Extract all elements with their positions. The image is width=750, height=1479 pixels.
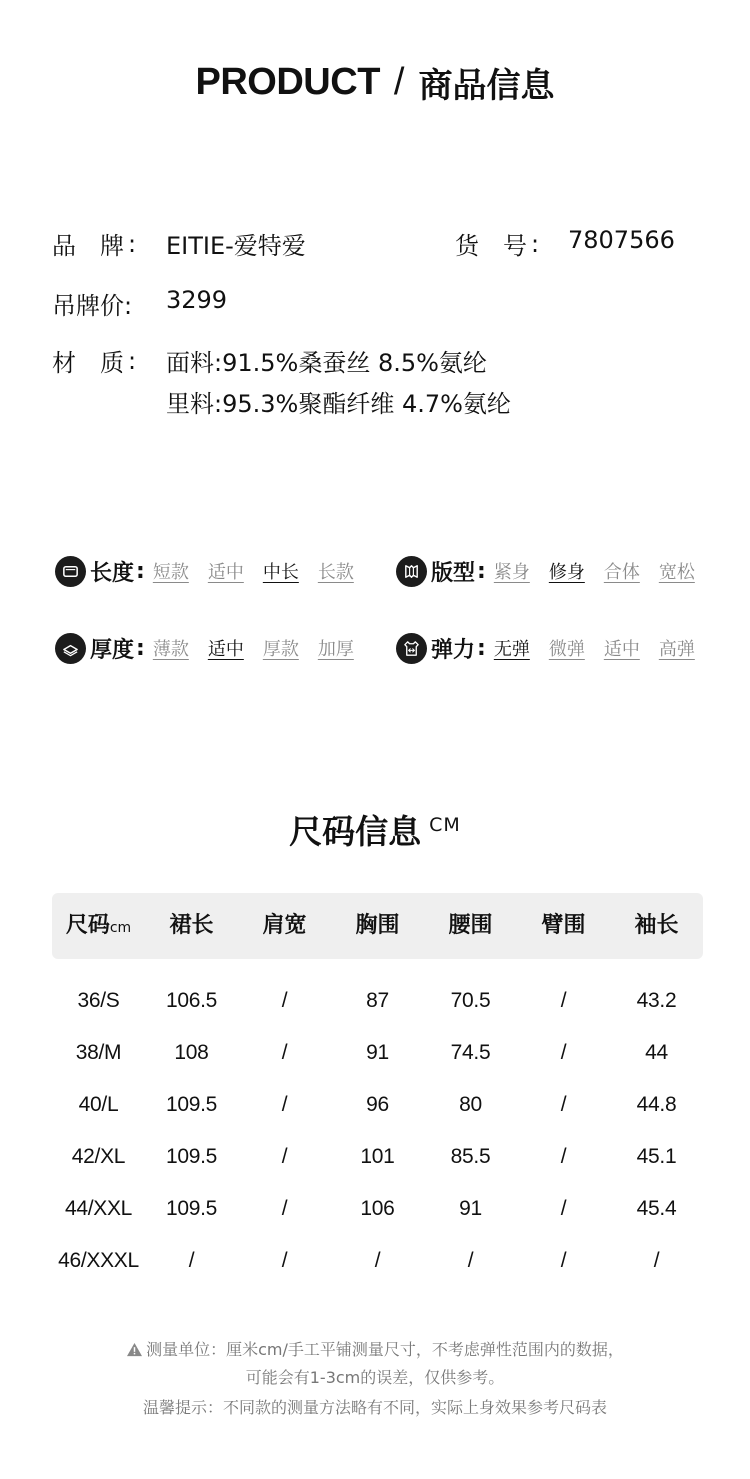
material-label xyxy=(52,343,136,378)
table-cell: 109.5 xyxy=(165,1093,218,1116)
brand-label xyxy=(52,226,136,261)
material-label-char-1: 材 xyxy=(52,349,76,377)
table-cell: 87 xyxy=(366,989,389,1012)
table-cell: / xyxy=(281,1145,288,1168)
header-waist: 腰围 xyxy=(448,913,493,938)
table-cell: 101 xyxy=(360,1145,395,1168)
size-title-unit: CM xyxy=(429,814,461,836)
table-cell: 38/M xyxy=(75,1041,122,1064)
attr-thickness xyxy=(55,631,354,665)
table-cell: / xyxy=(560,1093,567,1116)
sku-label-char-2: 号 xyxy=(503,232,527,260)
attr-thickness-colon: : xyxy=(136,635,145,661)
attr-length-options xyxy=(153,558,354,584)
table-cell: 96 xyxy=(366,1093,389,1116)
table-cell: 44/XXL xyxy=(64,1197,133,1220)
fabric-layers-icon xyxy=(55,633,86,664)
attr-elasticity-name: 弹力 xyxy=(431,637,476,663)
attr-length xyxy=(55,554,354,588)
body-fit-icon xyxy=(396,556,427,587)
page-header xyxy=(0,58,750,107)
table-cell: / xyxy=(560,989,567,1012)
price-colon: : xyxy=(124,292,133,320)
table-cell: / xyxy=(560,1041,567,1064)
brand-value: EITIE-爱特爱 xyxy=(166,232,306,260)
length-option-long: 长款 xyxy=(317,562,354,583)
table-cell: 85.5 xyxy=(450,1145,491,1168)
table-cell: 106 xyxy=(360,1197,395,1220)
table-cell: 74.5 xyxy=(450,1041,491,1064)
table-cell: / xyxy=(188,1249,195,1272)
header-title-cn: 商品信息 xyxy=(418,66,555,106)
table-cell: 36/S xyxy=(77,989,120,1012)
table-cell: / xyxy=(281,1041,288,1064)
size-title-text: 尺码信息 xyxy=(289,812,422,851)
header-shoulder: 肩宽 xyxy=(262,913,307,938)
size-table-header-row xyxy=(52,893,703,961)
header-title-en: PRODUCT xyxy=(195,61,380,103)
table-cell: 43.2 xyxy=(636,989,677,1012)
material-colon: : xyxy=(128,346,137,375)
thickness-option-extra-thick: 加厚 xyxy=(317,639,354,660)
elasticity-option-high: 高弹 xyxy=(658,639,695,660)
header-sleeve: 袖长 xyxy=(634,913,679,938)
table-row xyxy=(52,1142,703,1172)
table-cell: 45.1 xyxy=(636,1145,677,1168)
table-cell: 108 xyxy=(174,1041,209,1064)
table-cell: 91 xyxy=(459,1197,482,1220)
table-cell: / xyxy=(281,1197,288,1220)
header-size xyxy=(52,893,145,961)
material-label-char-2: 质 xyxy=(100,349,124,377)
sku-value: 7807566 xyxy=(568,226,675,254)
table-cell: / xyxy=(653,1249,660,1272)
sku-label-char-1: 货 xyxy=(455,232,479,260)
attr-fit-colon: : xyxy=(477,558,486,584)
header-size-text: 尺码 xyxy=(65,913,110,938)
material-line-1: 面料:91.5%桑蚕丝 8.5%氨纶 xyxy=(166,349,487,377)
attr-length-name: 长度 xyxy=(90,560,135,586)
elasticity-option-none: 无弹 xyxy=(493,639,530,660)
price-label-text: 吊牌价 xyxy=(52,292,124,320)
attr-elasticity-colon: : xyxy=(477,635,486,661)
header-size-unit: cm xyxy=(109,920,132,936)
elasticity-option-medium: 适中 xyxy=(603,639,640,660)
fit-option-slim: 修身 xyxy=(548,562,585,583)
measurement-note-line-1 xyxy=(0,1337,750,1360)
table-cell: 109.5 xyxy=(165,1197,218,1220)
sku-label xyxy=(455,226,539,261)
table-cell: / xyxy=(281,1093,288,1116)
elasticity-option-slight: 微弹 xyxy=(548,639,585,660)
table-cell: 70.5 xyxy=(450,989,491,1012)
attr-fit xyxy=(396,554,695,588)
table-cell: 106.5 xyxy=(165,989,218,1012)
table-cell: 80 xyxy=(459,1093,482,1116)
table-cell: / xyxy=(467,1249,474,1272)
table-cell: 45.4 xyxy=(636,1197,677,1220)
table-cell: 109.5 xyxy=(165,1145,218,1168)
table-row xyxy=(52,986,703,1016)
fit-option-regular: 合体 xyxy=(603,562,640,583)
stretch-shirt-icon xyxy=(396,633,427,664)
header-arm: 臂围 xyxy=(541,913,586,938)
material-line-2: 里料:95.3%聚酯纤维 4.7%氨纶 xyxy=(166,390,511,418)
thickness-option-thin: 薄款 xyxy=(152,639,189,660)
header-slash: / xyxy=(393,61,405,103)
thickness-option-thick: 厚款 xyxy=(262,639,299,660)
table-row xyxy=(52,1038,703,1068)
table-cell: 44.8 xyxy=(636,1093,677,1116)
brand-label-char-2: 牌 xyxy=(100,232,124,260)
brand-colon: : xyxy=(128,229,137,258)
attr-thickness-options xyxy=(153,635,354,661)
table-row xyxy=(52,1246,703,1276)
header-bust: 胸围 xyxy=(355,913,400,938)
attr-length-colon: : xyxy=(136,558,145,584)
length-option-midi: 中长 xyxy=(262,562,299,583)
attr-elasticity xyxy=(396,631,695,665)
table-cell: 44 xyxy=(645,1041,668,1064)
fit-option-loose: 宽松 xyxy=(658,562,695,583)
attr-thickness-name: 厚度 xyxy=(90,637,135,663)
thickness-option-medium: 适中 xyxy=(207,639,244,660)
table-row xyxy=(52,1090,703,1120)
table-cell: 40/L xyxy=(78,1093,119,1116)
measurement-note-line-2: 可能会有1-3cm的误差，仅供参考。 xyxy=(245,1368,505,1387)
table-cell: 42/XL xyxy=(71,1145,126,1168)
price-value: 3299 xyxy=(166,286,228,314)
sku-colon: : xyxy=(531,229,540,258)
table-cell: 46/XXXL xyxy=(58,1249,139,1272)
size-section-title xyxy=(0,806,750,853)
attr-elasticity-options xyxy=(494,635,695,661)
header-skirt-length: 裙长 xyxy=(169,913,214,938)
table-cell: / xyxy=(281,989,288,1012)
warning-icon xyxy=(126,1342,143,1357)
table-cell: / xyxy=(560,1145,567,1168)
tip-note: 温馨提示：不同款的测量方法略有不同，实际上身效果参考尺码表 xyxy=(142,1398,607,1417)
attr-fit-name: 版型 xyxy=(431,560,476,586)
table-cell: / xyxy=(560,1197,567,1220)
table-cell: 91 xyxy=(366,1041,389,1064)
table-cell: / xyxy=(560,1249,567,1272)
measurement-note-text-1: 测量单位：厘米cm/手工平铺测量尺寸，不考虑弹性范围内的数据， xyxy=(146,1340,624,1359)
price-label xyxy=(52,286,132,321)
table-row xyxy=(52,1194,703,1224)
length-option-medium: 适中 xyxy=(207,562,244,583)
brand-label-char-1: 品 xyxy=(52,232,76,260)
attr-fit-options xyxy=(494,558,695,584)
fit-option-tight: 紧身 xyxy=(493,562,530,583)
dress-length-icon xyxy=(55,556,86,587)
length-option-short: 短款 xyxy=(152,562,189,583)
table-cell: / xyxy=(374,1249,381,1272)
table-cell: / xyxy=(281,1249,288,1272)
